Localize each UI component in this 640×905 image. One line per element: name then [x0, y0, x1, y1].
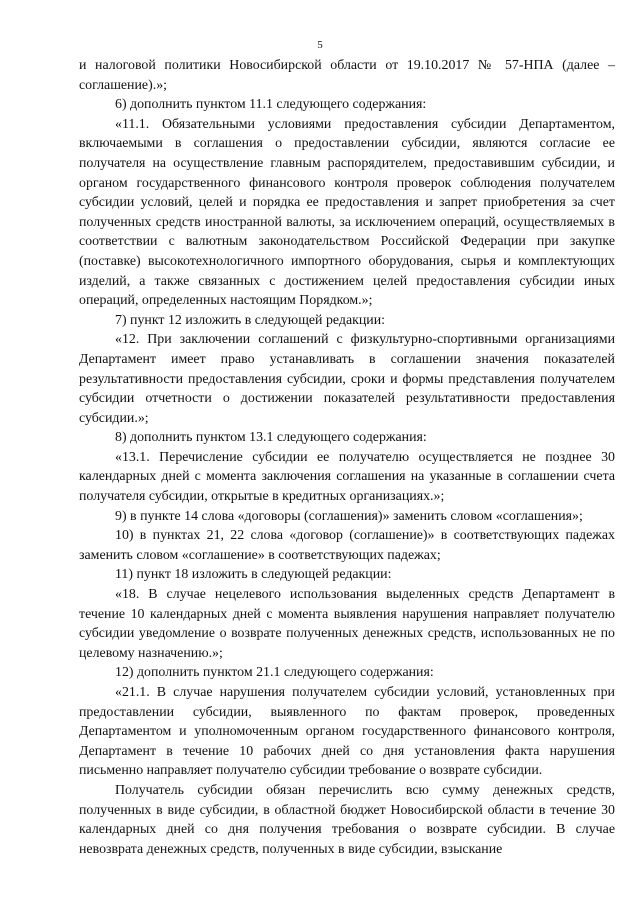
paragraph-item-8: 8) дополнить пунктом 13.1 следующего содержания:	[115, 430, 427, 446]
paragraph-item-10: 10) в пунктах 21, 22 слова «договор (соглашение)» в соответствующих падежах заменить словом «соглашение» в соответствующих падежах;	[79, 528, 615, 563]
paragraph-clause-18: «18. В случае нецелевого использования выделенных средств Департамент в течение 10 календарных дней с момента выявления нарушения направляет получателю субсидии уведомление о возврате полученных денежных средств, использованных не по целевому назначению.»;	[79, 587, 615, 661]
paragraph-clause-12: «12. При заключении соглашений с физкультурно-спортивными организациями Департамент имеет право устанавливать в соглашении значения показателей результативности предоставления субсидии, сроки и формы представления получателем субсидии отчетности о достижении показателей результативности предоставления субсидии.»;	[79, 332, 615, 426]
paragraph-item-12: 12) дополнить пунктом 21.1 следующего содержания:	[115, 665, 434, 681]
paragraph-continuation: и налоговой политики Новосибирской области от 19.10.2017 № 57-НПА (далее – соглашение).»;	[79, 58, 615, 93]
page-number: 5	[317, 39, 323, 51]
paragraph-clause-21-1: «21.1. В случае нарушения получателем субсидии условий, установленных при предоставлении субсидии, выявленного по фактам проверок, проведенных Департаментом и уполномоченным органом государственного финансового контроля, Департамент в течение 10 рабочих дней со дня установления факта нарушения письменно направляет получателю субсидии требование о возврате субсидии.	[79, 685, 615, 779]
paragraph-item-9: 9) в пункте 14 слова «договоры (соглашения)» заменить словом «соглашения»;	[115, 508, 583, 524]
paragraph-clause-11-1: «11.1. Обязательными условиями предоставления субсидии Департаментом, включаемыми в соглашения о предоставлении субсидии, являются согласие ее получателя на осуществление главным распорядителем, предоставившим субсидии, и органом государственного финансового контроля проверок соблюдения получателем субсидии условий, целей и порядка ее предоставления и запрет приобретения за счет полученных средств иностранной валюты, за исключением операций, осуществляемых в соответствии с валютным законодательством Российской Федерации при закупке (поставке) высокотехнологичного импортного оборудования, сырья и комплектующих изделий, а также связанных с достижением целей предоставления субсидии иных операций, определенных настоящим Порядком.»;	[79, 116, 615, 309]
document-body	[79, 56, 615, 859]
paragraph-item-7: 7) пункт 12 изложить в следующей редакции:	[115, 312, 386, 328]
paragraph-item-6: 6) дополнить пунктом 11.1 следующего содержания:	[115, 97, 427, 113]
paragraph-refund-obligation: Получатель субсидии обязан перечислить всю сумму денежных средств, полученных в виде субсидии, в областной бюджет Новосибирской области в течение 30 календарных дней со дня получения требования о возврате субсидии. В случае невозврата денежных средств, полученных в виде субсидии, взыскание	[79, 782, 615, 857]
paragraph-item-11: 11) пункт 18 изложить в следующей редакции:	[115, 567, 392, 583]
paragraph-clause-13-1: «13.1. Перечисление субсидии ее получателю осуществляется не позднее 30 календарных дней с момента заключения соглашения на указанные в соглашении счета получателя субсидии, открытые в кредитных организациях.»;	[79, 449, 615, 505]
